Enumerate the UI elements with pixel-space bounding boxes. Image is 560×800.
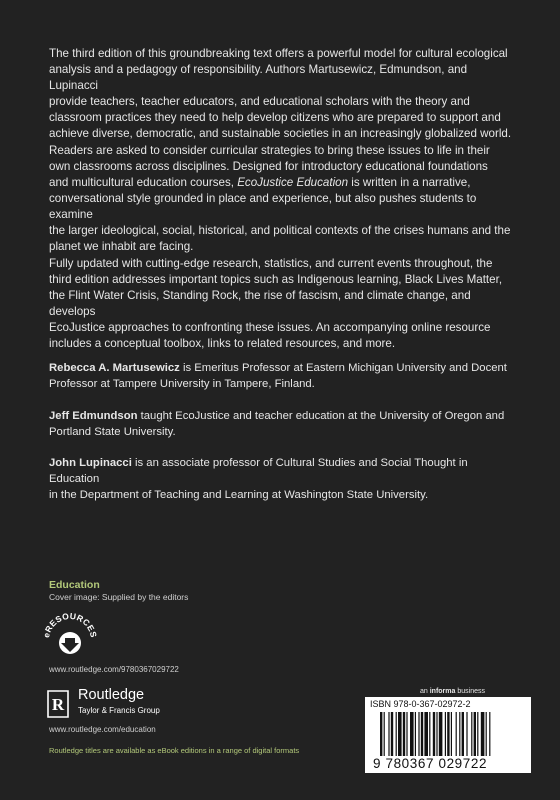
barcode-bar	[439, 712, 443, 756]
blurb-paragraph-1	[49, 46, 519, 255]
barcode-bar	[380, 712, 382, 756]
barcode-bar	[415, 712, 416, 756]
routledge-logo-icon	[47, 690, 69, 718]
text-line: the Flint Water Crisis, Standing Rock, the rise of fascism, and climate change, and develops	[49, 289, 471, 319]
ebook-note: Routledge titles are available as eBook editions in a range of digital formats	[49, 746, 300, 755]
barcode-bar	[481, 712, 485, 756]
text-line	[49, 175, 519, 191]
author-name: Rebecca A. Martusewicz	[49, 362, 180, 374]
barcode-bar	[410, 712, 414, 756]
eresources-icon	[40, 613, 100, 661]
informa-brand: informa	[429, 688, 456, 695]
barcode-bar	[486, 712, 487, 756]
barcode-bar	[433, 712, 435, 756]
barcode-bar	[406, 712, 407, 756]
text-line: achieve diverse, democratic, and sustainable societies in an increasingly globalized world.	[49, 127, 512, 141]
publisher-url[interactable]: www.routledge.com/education	[49, 725, 156, 734]
text-line: Readers are asked to consider curricular strategies to bring these issues to life in their	[49, 143, 490, 157]
text-line: the larger ideological, social, historical, and political contexts of the crises humans and the	[49, 224, 511, 238]
barcode-bar	[388, 712, 389, 756]
bio-text: taught EcoJustice and teacher education at the University of Oregon and	[137, 410, 505, 422]
text-line	[49, 455, 519, 487]
barcode-bar	[429, 712, 430, 756]
text-line: third edition addresses important topics such as Indigenous learning, Black Lives Matter,	[49, 273, 503, 287]
bio-text: is an associate professor of Cultural Studies and Social Thought in Education	[49, 457, 468, 486]
barcode-bar	[384, 712, 385, 756]
publisher-group: Taylor & Francis Group	[78, 706, 160, 715]
barcode-bar	[456, 712, 457, 756]
barcode-bar	[466, 712, 467, 756]
text-line	[49, 408, 519, 424]
author-bio-edmundson	[49, 408, 519, 440]
barcode-bar	[396, 712, 397, 756]
barcode-bar	[424, 712, 428, 756]
text-segment: is written in a narrative,	[348, 175, 471, 189]
blurb-paragraph-2	[49, 256, 519, 353]
text-line: own classrooms across disciplines. Designed for introductory educational foundations	[49, 159, 488, 173]
barcode-bar	[459, 712, 460, 756]
barcode-bar	[418, 712, 419, 756]
barcode-bar	[447, 712, 449, 756]
text-line: conversational style grounded in place and experience, but also pushes students to examine	[49, 191, 477, 221]
isbn-text: ISBN 978-0-367-02972-2	[370, 699, 471, 709]
text-line: analysis and a pedagogy of responsibility. Authors Martusewicz, Edmundson, and Lupinacci	[49, 63, 468, 93]
cover-image-credit: Cover image: Supplied by the editors	[49, 592, 189, 602]
text-line: includes a conceptual toolbox, links to related resources, and more.	[49, 337, 396, 351]
text-line: Fully updated with cutting-edge research, statistics, and current events throughout, the	[49, 257, 493, 270]
barcode-bar	[398, 712, 402, 756]
text-line: provide teachers, teacher educators, and educational scholars with the theory and	[49, 95, 470, 109]
informa-suffix: business	[455, 688, 485, 695]
barcode-bar	[451, 712, 452, 756]
text-line: EcoJustice approaches to confronting these issues. An accompanying online resource	[49, 321, 491, 335]
logo-letter: R	[51, 695, 65, 714]
author-name: John Lupinacci	[49, 457, 132, 469]
subject-category: Education	[49, 579, 100, 591]
barcode-bar	[436, 712, 437, 756]
text-line	[49, 360, 519, 376]
text-line: The third edition of this groundbreaking text offers a powerful model for cultural ecological	[49, 47, 508, 60]
barcode-bar	[489, 712, 490, 756]
publisher-name: Routledge	[78, 687, 145, 703]
barcode-bar	[403, 712, 405, 756]
barcode-digits: 9 780367 029722	[373, 756, 488, 771]
informa-prefix: an	[420, 688, 430, 695]
text-line: planet we inhabit are facing.	[49, 240, 194, 254]
barcode-bar	[474, 712, 476, 756]
eresources-url[interactable]: www.routledge.com/9780367029722	[49, 665, 179, 674]
text-segment: and multicultural education courses,	[49, 175, 238, 189]
barcode-bar	[445, 712, 446, 756]
barcode-bar	[421, 712, 423, 756]
text-line: Professor at Tampere University in Tampere, Finland.	[49, 378, 315, 391]
informa-business-tag	[420, 688, 485, 695]
text-line: classroom practices they need to help develop citizens who are prepared to support and	[49, 111, 501, 125]
book-title-italic: EcoJustice Education	[237, 175, 349, 189]
barcode-bar	[391, 712, 393, 756]
barcode-bar	[471, 712, 472, 756]
barcode-bars	[380, 712, 525, 756]
author-name: Jeff Edmundson	[49, 410, 138, 422]
barcode-bar	[477, 712, 478, 756]
eresources-label: eRESOURCES	[41, 613, 99, 639]
isbn-barcode-panel	[365, 697, 531, 773]
barcode-bar	[462, 712, 464, 756]
text-line: Portland State University.	[49, 426, 176, 439]
author-bio-lupinacci	[49, 455, 519, 503]
text-line: in the Department of Teaching and Learning at Washington State University.	[49, 489, 429, 502]
bio-text: is Emeritus Professor at Eastern Michigan University and Docent	[179, 362, 507, 374]
author-bio-martusewicz	[49, 360, 519, 392]
